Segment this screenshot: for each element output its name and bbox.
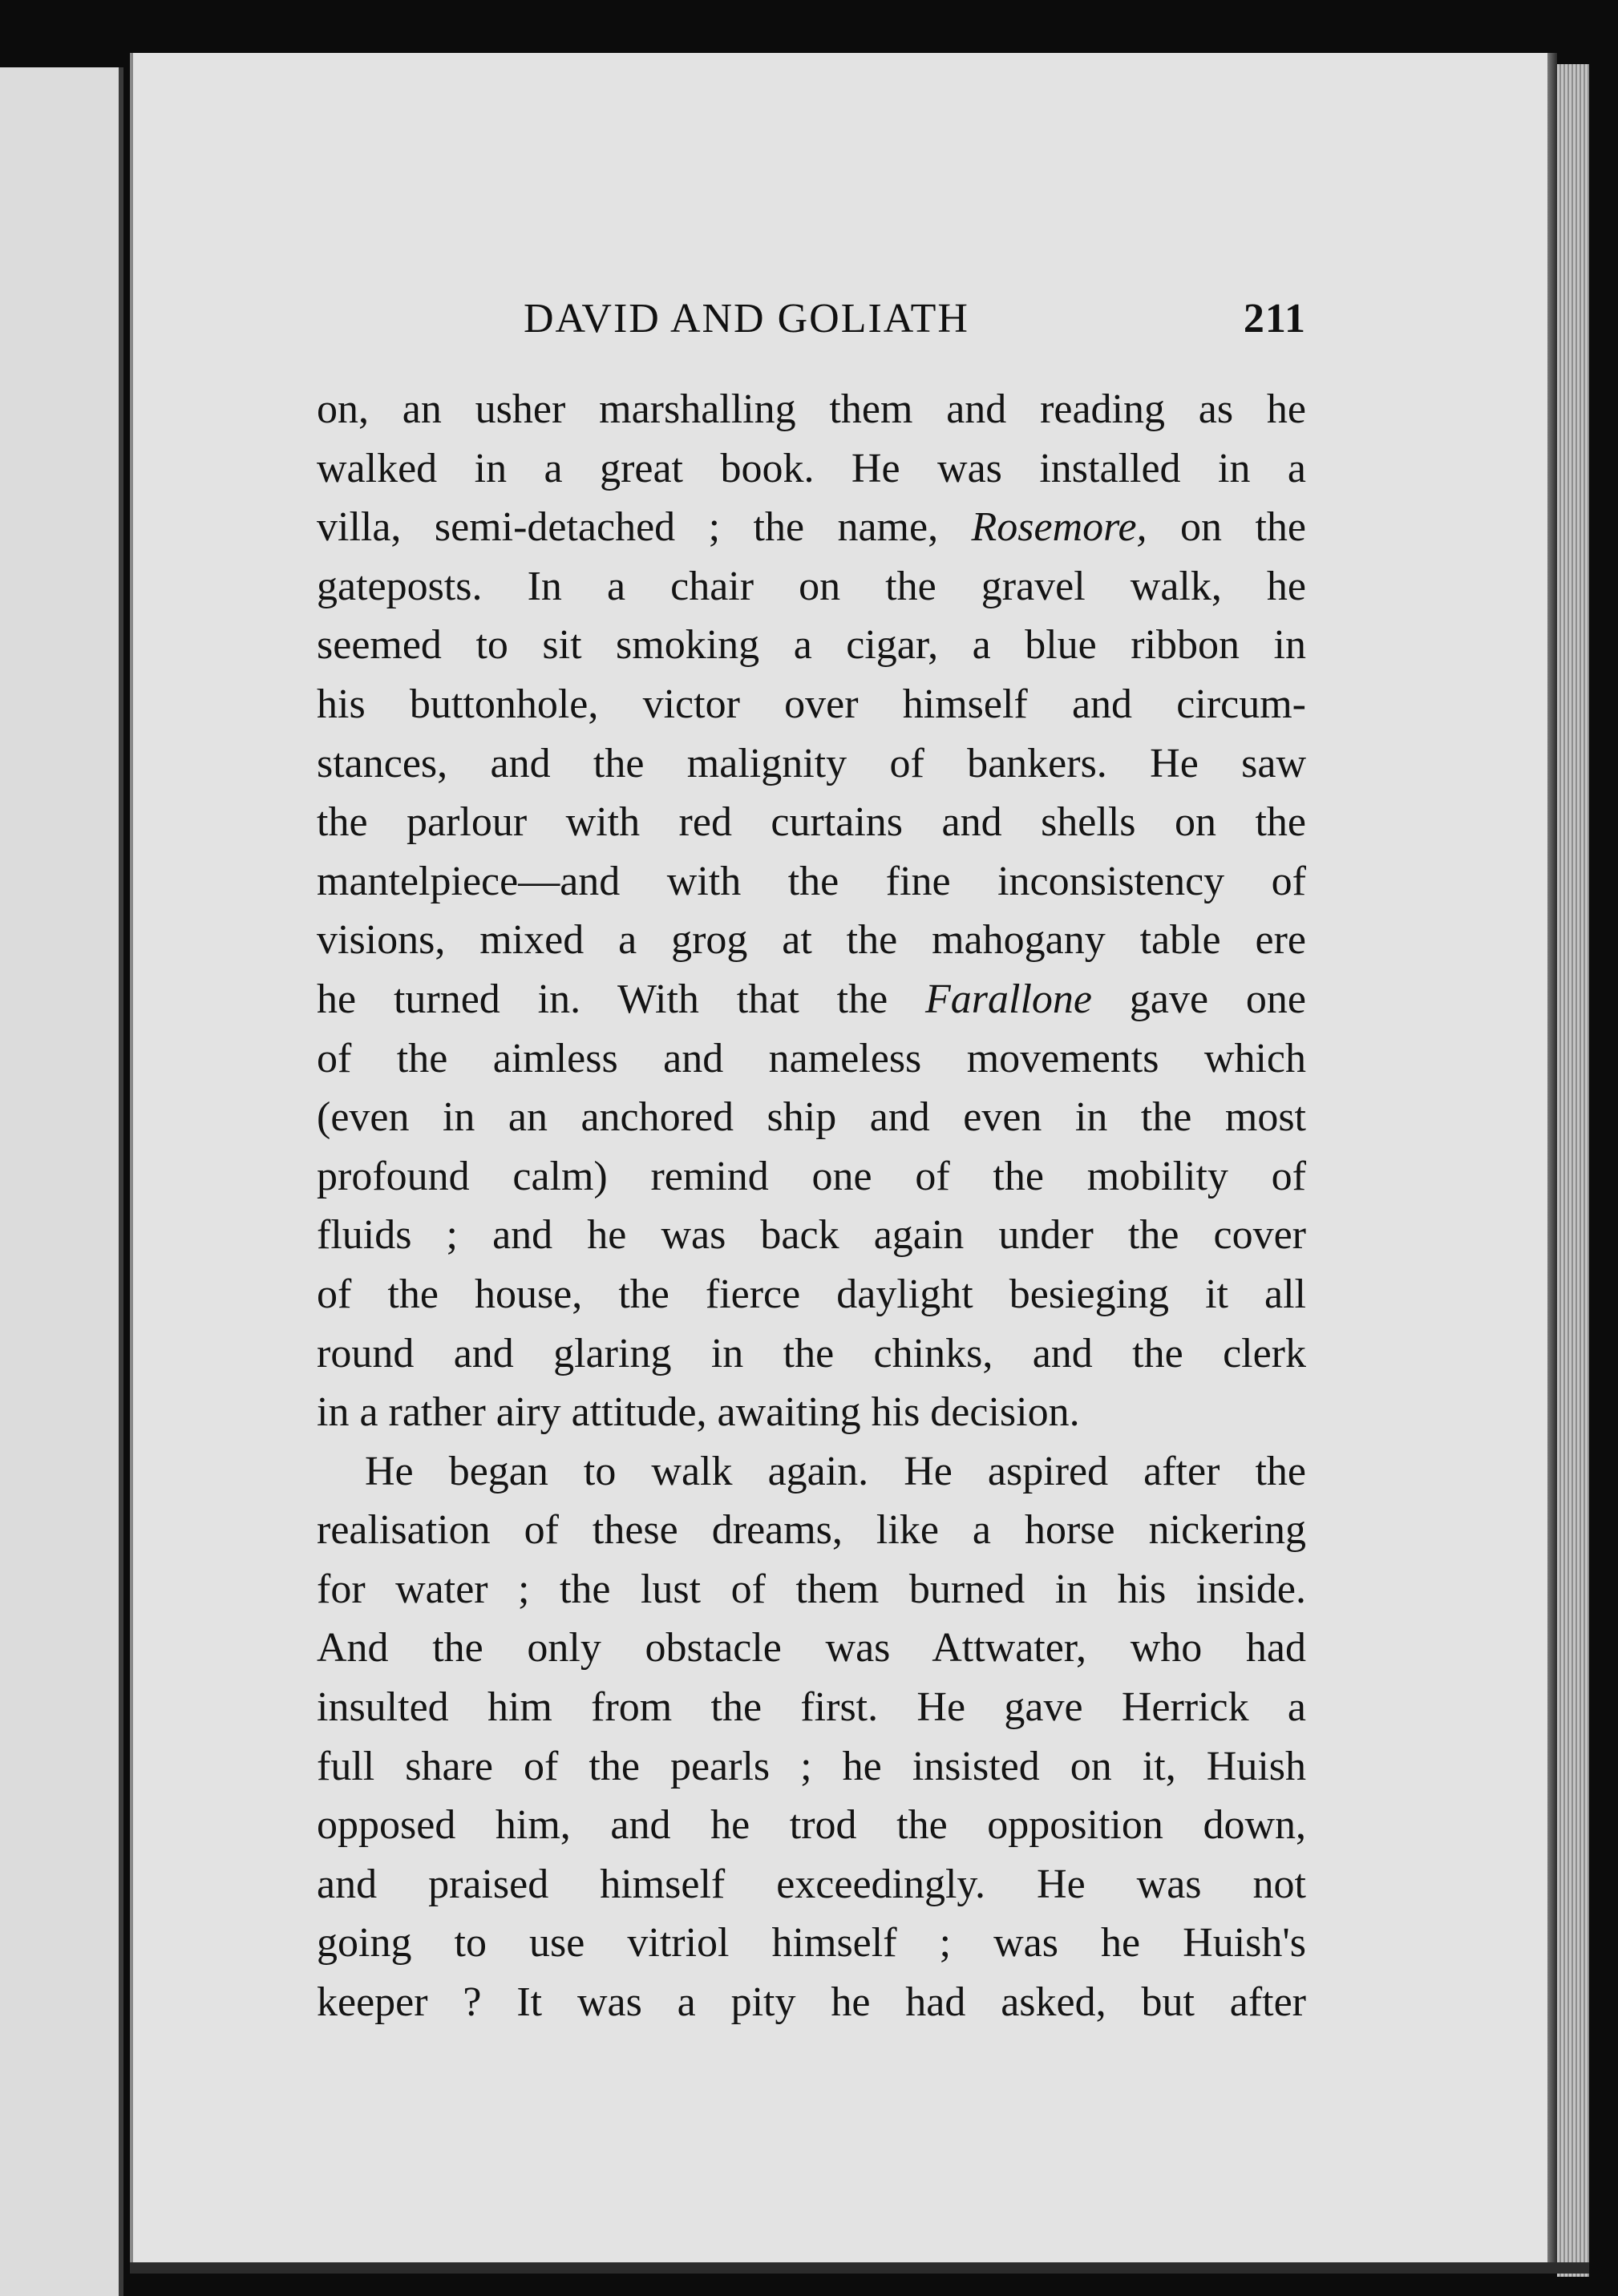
text-line: round and glaring in the chinks, and the clerk [317,1330,1306,1376]
italic-name: Rosemore, [971,504,1147,551]
text-line: visions, mixed a grog at the mahogany table ere [317,917,1306,964]
text-segment: on the [1147,504,1306,551]
italic-name: Farallone [925,976,1093,1022]
text-line: mantelpiece—and with the fine inconsistency of [317,858,1306,904]
text-line: in a rather airy attitude, awaiting his decision. [317,1389,1080,1436]
text-line: And the only obstacle was Attwater, who had [317,1625,1306,1671]
text-segment: gave one [1092,976,1306,1022]
text-line: his buttonhole, victor over himself and circum- [317,681,1306,727]
text-line: keeper ? It was a pity he had asked, but after [317,1979,1306,2026]
text-line: full share of the pearls ; he insisted on it, Huish [317,1743,1306,1789]
paragraph [317,1442,1306,2032]
text-line: of the house, the fierce daylight besieging it all [317,1271,1306,1317]
text-line: walked in a great book. He was installed in a [317,445,1306,491]
text-segment: villa, semi-detached ; the name, [317,504,972,551]
text-line: for water ; the lust of them burned in his inside. [317,1566,1306,1612]
running-head [317,290,1306,354]
text-line: opposed him, and he trod the opposition down, [317,1802,1306,1849]
text-line: on, an usher marshalling them and reading as he [317,386,1306,432]
text-line: realisation of these dreams, like a horse nickering [317,1507,1306,1554]
page-bottom-edge [130,2262,1589,2274]
text-line: profound calm) remind one of the mobility of [317,1153,1306,1199]
text-line: (even in an anchored ship and even in the most [317,1094,1306,1141]
text-line: seemed to sit smoking a cigar, a blue ribbon in [317,622,1306,669]
running-title: DAVID AND GOLIATH [524,296,969,342]
paragraph [317,380,1306,1442]
text-line: fluids ; and he was back again under the cover [317,1212,1306,1259]
text-line: He began to walk again. He aspired after the [365,1448,1306,1494]
text-segment: he turned in. With that the [317,976,926,1022]
text-line: insulted him from the first. He gave Herrick a [317,1684,1306,1731]
page-gutter-shadow [1547,53,1557,2266]
text-line [317,970,1306,1029]
text-line [317,498,1306,557]
body-text [317,380,1306,2032]
text-line: of the aimless and nameless movements which [317,1035,1306,1081]
page-stack-edge [1557,64,1589,2277]
text-line: the parlour with red curtains and shells on the [317,799,1306,846]
text-line: going to use vitriol himself ; was he Huish's [317,1920,1306,1967]
text-line: stances, and the malignity of bankers. He saw [317,740,1306,786]
text-line: gateposts. In a chair on the gravel walk, he [317,563,1306,609]
text-line: and praised himself exceedingly. He was not [317,1861,1306,1907]
page-number: 211 [1243,296,1306,342]
previous-page-edge [0,67,123,2296]
